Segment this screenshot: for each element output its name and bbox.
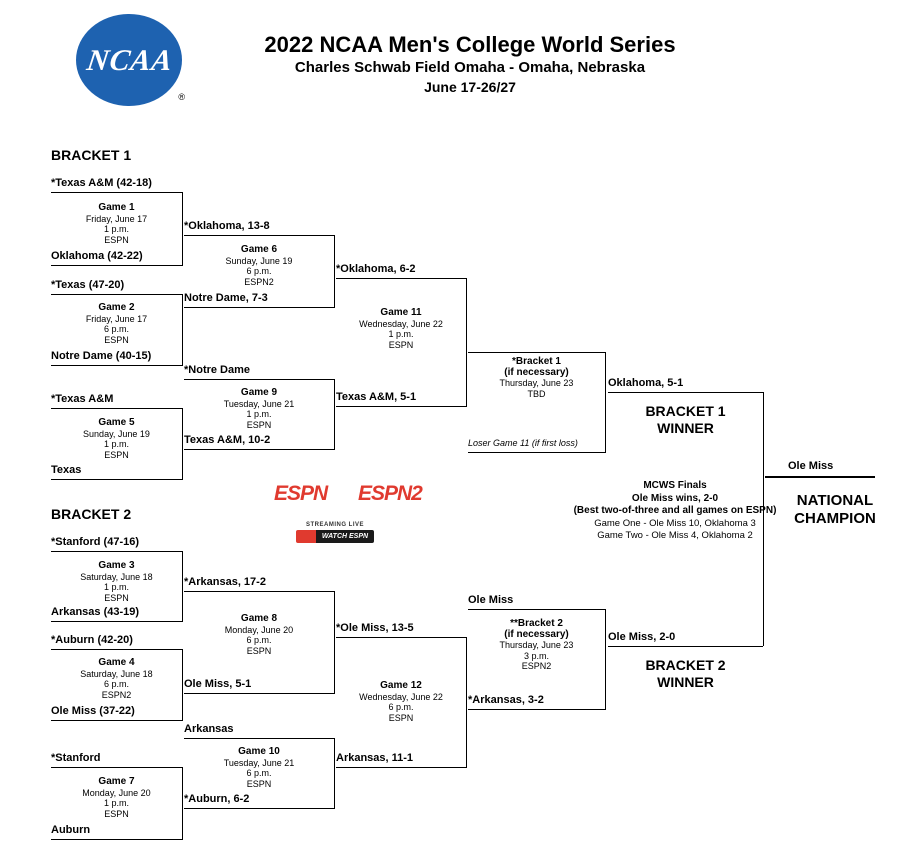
rule (51, 767, 182, 768)
game-6-box (184, 245, 334, 287)
espn2-logo: ESPN2 (358, 482, 422, 505)
game-4-time: 6 p.m. (103, 679, 129, 689)
bracket-2-final-box (468, 619, 605, 672)
rule (608, 392, 763, 393)
rule (184, 307, 334, 308)
result-game-1-winner: *Oklahoma, 13-8 (184, 220, 270, 232)
loser-game-11-note: Loser Game 11 (if first loss) (468, 438, 578, 448)
game-12-time: 6 p.m. (388, 702, 414, 712)
date-range: June 17-26/27 (424, 79, 516, 95)
game-8-tv: ESPN (246, 645, 272, 656)
team-auburn-seed: *Auburn (42-20) (51, 634, 133, 646)
team-texas-g5: Texas (51, 464, 82, 476)
connector (605, 352, 606, 453)
connector (605, 609, 606, 710)
bracket-1-final-box (468, 357, 605, 399)
result-game-12-entry: Arkansas, 11-1 (336, 752, 414, 764)
game-4-name: Game 4 (98, 657, 135, 668)
champion-line1: NATIONAL (796, 492, 874, 509)
rule (468, 352, 605, 353)
game-7-name: Game 7 (98, 776, 135, 787)
game-2-tv: ESPN (104, 334, 129, 345)
game-9-tv: ESPN (246, 419, 272, 430)
game-1-tv: ESPN (104, 234, 129, 245)
bracket-2-final-tv: ESPN2 (521, 661, 552, 671)
venue-subtitle: Charles Schwab Field Omaha - Omaha, Nebraska (294, 59, 646, 76)
game-3-date: Saturday, June 18 (80, 571, 153, 582)
game-12-date: Wednesday, June 22 (359, 691, 443, 702)
finals-title: MCWS Finals (643, 480, 707, 491)
rule (51, 720, 182, 721)
rule (51, 408, 182, 409)
rule (336, 278, 466, 279)
game-8-date: Monday, June 20 (224, 624, 294, 635)
bracket-2-heading: BRACKET 2 (51, 506, 132, 522)
game-8-name: Game 8 (240, 613, 278, 624)
game-3-name: Game 3 (98, 560, 135, 571)
connector (182, 649, 183, 721)
game-9-name: Game 9 (240, 387, 278, 398)
rule (468, 452, 605, 453)
connector (182, 192, 183, 266)
game-7-box (51, 777, 182, 819)
rule (51, 365, 182, 366)
bracket-1-final-cond: (if necessary) (504, 366, 569, 378)
rule (184, 808, 334, 809)
result-game-6-winner: *Oklahoma, 6-2 (336, 263, 416, 275)
game-1-time: 1 p.m. (103, 224, 129, 234)
espn-logo: ESPN (274, 482, 328, 505)
game-6-tv: ESPN2 (244, 276, 274, 287)
team-auburn-g7: Auburn (51, 824, 91, 836)
game-11-time: 1 p.m. (388, 329, 414, 339)
connector (334, 379, 335, 450)
result-ole-miss-b2: Ole Miss (468, 594, 514, 606)
bracket-1-heading: BRACKET 1 (51, 147, 132, 163)
team-ole-miss-seed: Ole Miss (37-22) (51, 705, 135, 717)
connector (466, 278, 467, 407)
game-7-tv: ESPN (104, 808, 129, 819)
game-6-time: 6 p.m. (246, 266, 272, 276)
game-5-box (51, 418, 182, 460)
bracket-2-final-time: 3 p.m. (523, 650, 549, 661)
rule (51, 839, 182, 840)
connector (466, 637, 467, 768)
rule (184, 693, 334, 694)
result-bracket-1-winner: Oklahoma, 5-1 (608, 377, 684, 389)
game-1-name: Game 1 (98, 202, 135, 213)
bracket-1-final-name: *Bracket 1 (512, 356, 561, 367)
game-6-date: Sunday, June 19 (225, 255, 293, 266)
bracket-1-winner-line2: WINNER (657, 420, 714, 436)
result-notre-dame-g9: *Notre Dame (184, 364, 251, 376)
team-texas-am-g5: *Texas A&M (51, 393, 114, 405)
watch-espn-mark (296, 530, 316, 543)
finals-format: (Best two-of-three and all games on ESPN) (573, 505, 777, 516)
national-champion-team: Ole Miss (788, 460, 834, 472)
connector (182, 294, 183, 366)
game-8-time: 6 p.m. (246, 635, 272, 645)
game-10-name: Game 10 (238, 746, 280, 757)
game-9-date: Tuesday, June 21 (223, 398, 295, 409)
team-texas-am-seed: *Texas A&M (42-18) (51, 177, 152, 189)
connector (182, 767, 183, 840)
bracket-2-final-date: Thursday, June 23 (499, 640, 574, 650)
rule (608, 646, 763, 647)
rule (336, 406, 466, 407)
game-10-tv: ESPN (246, 778, 272, 789)
game-3-time: 1 p.m. (103, 582, 129, 592)
bracket-2-final-cond: (if necessary) (504, 628, 569, 640)
finals-game-one: Game One - Ole Miss 10, Oklahoma 3 (594, 517, 756, 529)
rule (468, 709, 605, 710)
game-4-box (51, 658, 182, 700)
rule (468, 609, 605, 610)
game-11-date: Wednesday, June 22 (359, 318, 443, 329)
streaming-live-label: STREAMING LIVE (305, 522, 364, 528)
connector (182, 551, 183, 622)
bracket-2-winner-line2: WINNER (657, 674, 714, 690)
game-2-date: Friday, June 17 (85, 313, 148, 324)
bracket-1-winner-label (608, 403, 763, 437)
bracket-2-winner-line1: BRACKET 2 (645, 657, 726, 673)
registered-mark: ® (178, 92, 185, 102)
result-game-4-winner: Ole Miss, 5-1 (184, 678, 252, 690)
rule (184, 379, 334, 380)
game-2-name: Game 2 (98, 302, 135, 313)
connector (334, 738, 335, 809)
game-6-name: Game 6 (240, 244, 278, 255)
ncaa-logo-text: NCAA (84, 44, 176, 77)
bracket-2-final-name: **Bracket 2 (510, 618, 563, 629)
rule (184, 738, 334, 739)
rule (51, 621, 182, 622)
game-12-tv: ESPN (388, 712, 414, 723)
game-2-time: 6 p.m. (103, 324, 129, 334)
finals-game-two: Game Two - Ole Miss 4, Oklahoma 2 (597, 530, 753, 541)
rule (184, 591, 334, 592)
game-12-box (336, 681, 466, 723)
rule (184, 449, 334, 450)
result-game-11-entry: Texas A&M, 5-1 (336, 391, 417, 403)
watch-espn-badge (296, 530, 374, 543)
rule (51, 294, 182, 295)
team-texas-seed: *Texas (47-20) (51, 279, 125, 291)
game-7-date: Monday, June 20 (82, 787, 151, 798)
rule (51, 192, 182, 193)
game-10-date: Tuesday, June 21 (223, 757, 295, 768)
bracket-1-final-time: TBD (527, 388, 546, 399)
rule (336, 637, 466, 638)
game-5-tv: ESPN (104, 449, 129, 460)
game-10-box (184, 747, 334, 789)
game-11-name: Game 11 (380, 307, 422, 318)
finals-result: Ole Miss wins, 2-0 (631, 492, 719, 504)
result-bracket-2-entry: *Arkansas, 3-2 (468, 694, 544, 706)
rule (336, 767, 466, 768)
result-game-2-winner: Notre Dame, 7-3 (184, 292, 268, 304)
rule (184, 235, 334, 236)
game-4-tv: ESPN2 (101, 689, 132, 700)
game-3-tv: ESPN (104, 592, 129, 603)
game-1-box (51, 203, 182, 245)
champion-line2: CHAMPION (794, 510, 876, 527)
connector (334, 591, 335, 694)
team-arkansas-seed: Arkansas (43-19) (51, 606, 140, 618)
result-arkansas-g10: Arkansas (184, 723, 234, 735)
connector (182, 408, 183, 480)
game-2-box (51, 303, 182, 345)
result-game-8-winner: *Ole Miss, 13-5 (336, 622, 414, 634)
team-notre-dame-seed: Notre Dame (40-15) (51, 350, 152, 362)
national-champion-label (760, 492, 910, 528)
ncaa-logo (71, 14, 189, 112)
game-10-time: 6 p.m. (246, 768, 272, 778)
game-12-name: Game 12 (380, 680, 422, 691)
game-11-box (336, 308, 466, 350)
team-stanford-g7: *Stanford (51, 752, 101, 764)
game-5-name: Game 5 (98, 417, 135, 428)
result-game-3-winner: *Arkansas, 17-2 (184, 576, 266, 588)
result-bracket-2-winner: Ole Miss, 2-0 (608, 631, 676, 643)
rule (51, 479, 182, 480)
result-game-9-winner: Texas A&M, 10-2 (184, 434, 271, 446)
bracket-1-final-date: Thursday, June 23 (499, 378, 574, 388)
game-3-box (51, 561, 182, 603)
game-5-date: Sunday, June 19 (83, 428, 150, 439)
game-8-box (184, 614, 334, 656)
streaming-live-badge (296, 522, 374, 543)
team-oklahoma-seed: Oklahoma (42-22) (51, 250, 143, 262)
game-11-tv: ESPN (388, 339, 414, 350)
watch-espn-label: WATCH ESPN (316, 530, 374, 543)
rule (765, 476, 875, 478)
rule (51, 265, 182, 266)
rule (51, 551, 182, 552)
title-block (210, 32, 730, 97)
game-7-time: 1 p.m. (103, 798, 129, 808)
result-game-10-winner: *Auburn, 6-2 (184, 793, 250, 805)
rule (51, 649, 182, 650)
game-9-box (184, 388, 334, 430)
game-5-time: 1 p.m. (103, 439, 129, 449)
team-stanford-seed: *Stanford (47-16) (51, 536, 140, 548)
game-9-time: 1 p.m. (246, 409, 272, 419)
bracket-1-winner-line1: BRACKET 1 (645, 403, 726, 419)
page-title: 2022 NCAA Men's College World Series (264, 32, 676, 57)
game-1-date: Friday, June 17 (85, 213, 148, 224)
bracket-2-winner-label (608, 657, 763, 691)
connector (334, 235, 335, 308)
game-4-date: Saturday, June 18 (80, 668, 153, 679)
